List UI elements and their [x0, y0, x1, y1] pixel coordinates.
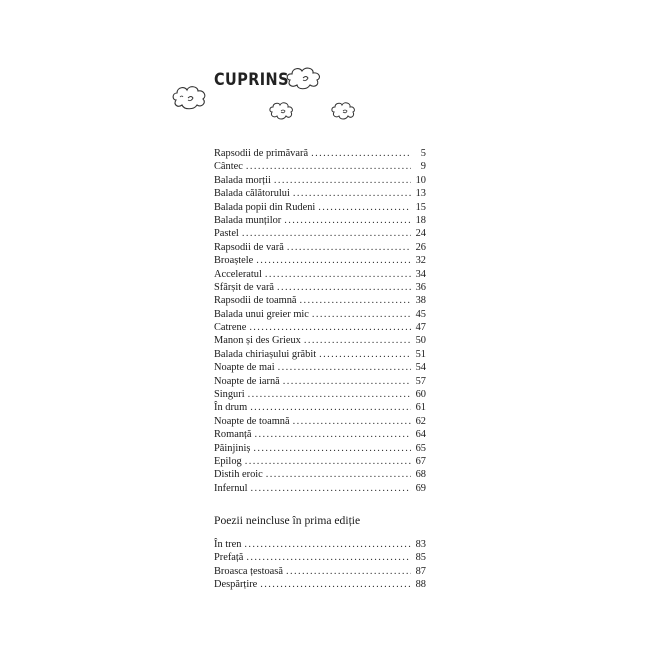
dot-leader: [312, 308, 411, 321]
toc-entry[interactable]: [214, 321, 426, 334]
toc-entry-page: 36: [415, 281, 426, 293]
toc-entry-title: Cântec: [214, 161, 243, 173]
toc-entry-title: Singuri: [214, 389, 245, 401]
section-heading: Poezii neincluse în prima ediție: [214, 514, 361, 527]
toc-entry-page: 34: [415, 268, 426, 280]
toc-entry[interactable]: [214, 401, 426, 414]
toc-entry-title: Pastel: [214, 228, 239, 240]
toc-entry-title: Balada unui greier mic: [214, 308, 309, 320]
toc-entry-page: 69: [415, 482, 426, 494]
dot-leader: [304, 334, 411, 347]
dot-leader: [293, 187, 411, 200]
toc-entry-page: 26: [415, 241, 426, 253]
toc-entry-page: 64: [415, 429, 426, 441]
dot-leader: [277, 281, 411, 294]
toc-entry[interactable]: [214, 428, 426, 441]
toc-entry[interactable]: [214, 361, 426, 374]
cloud-icon: [268, 100, 296, 122]
dot-leader: [311, 147, 411, 160]
toc-entry-title: Balada munților: [214, 214, 282, 226]
dot-leader: [300, 294, 411, 307]
toc-entry-page: 5: [420, 148, 426, 159]
toc-entry-title: Epilog: [214, 455, 242, 467]
dot-leader: [242, 227, 411, 240]
toc-entry-title: Broasca țestoasă: [214, 565, 283, 577]
dot-leader: [260, 578, 411, 591]
toc-entry-page: 45: [415, 308, 426, 320]
toc-entry-title: Păinjiniș: [214, 442, 251, 454]
toc-entry-title: Distih eroic: [214, 469, 263, 481]
toc-entry[interactable]: [214, 241, 426, 254]
toc-entry-page: 61: [415, 402, 426, 414]
toc-entry-page: 18: [415, 214, 426, 226]
toc-entry[interactable]: [214, 551, 426, 564]
toc-entry[interactable]: [214, 415, 426, 428]
toc-entry[interactable]: [214, 308, 426, 321]
page-title: CUPRINS: [214, 70, 289, 90]
toc-entry[interactable]: [214, 201, 426, 214]
toc-entry[interactable]: [214, 254, 426, 267]
toc-entry[interactable]: [214, 334, 426, 347]
cloud-icon: [330, 100, 358, 122]
toc-entry-title: Noapte de toamnă: [214, 415, 290, 427]
toc-entry-page: 38: [415, 295, 426, 307]
dot-leader: [245, 455, 411, 468]
toc-entry[interactable]: [214, 538, 426, 551]
cloud-icon: [170, 82, 210, 112]
toc-entry-title: Noapte de iarnă: [214, 375, 280, 387]
toc-entry-title: Catrene: [214, 322, 247, 334]
toc-entry[interactable]: [214, 468, 426, 481]
toc-entry-title: Rapsodii de vară: [214, 241, 284, 253]
toc-entry-title: Balada chiriașului grăbit: [214, 348, 317, 360]
dot-leader: [246, 551, 411, 564]
toc-entry-title: Infernul: [214, 482, 248, 494]
dot-leader: [266, 468, 411, 481]
cloud-icon: [284, 64, 324, 92]
toc-entry-page: 51: [415, 348, 426, 360]
toc-entry[interactable]: [214, 482, 426, 495]
dot-leader: [265, 268, 411, 281]
toc-entry-page: 65: [415, 442, 426, 454]
toc-entry-page: 87: [415, 565, 426, 577]
dot-leader: [278, 361, 411, 374]
toc-entry[interactable]: [214, 442, 426, 455]
toc-entry-title: Noapte de mai: [214, 362, 275, 374]
toc-entry-title: Balada morții: [214, 174, 271, 186]
toc-entry-title: Rapsodii de primăvară: [214, 148, 309, 159]
dot-leader: [249, 321, 411, 334]
toc-entry[interactable]: [214, 187, 426, 200]
toc-entry-page: 24: [415, 228, 426, 240]
toc-entry-page: 9: [420, 161, 426, 173]
toc-entry-page: 68: [415, 469, 426, 481]
toc-entry-page: 32: [415, 255, 426, 267]
toc-entry-title: Manon și des Grieux: [214, 335, 301, 347]
dot-leader: [248, 388, 411, 401]
dot-leader: [250, 482, 411, 495]
toc-entry-page: 67: [415, 455, 426, 467]
toc-entry-title: Prefață: [214, 552, 244, 564]
dot-leader: [250, 401, 411, 414]
toc-entry-page: 62: [415, 415, 426, 427]
dot-leader: [318, 201, 411, 214]
toc-entry-title: În tren: [214, 539, 242, 550]
dot-leader: [293, 415, 411, 428]
dot-leader: [244, 538, 411, 551]
dot-leader: [319, 348, 411, 361]
toc-entry-page: 50: [415, 335, 426, 347]
toc-entry[interactable]: [214, 214, 426, 227]
dot-leader: [286, 565, 411, 578]
dot-leader: [284, 214, 411, 227]
dot-leader: [255, 428, 411, 441]
toc-entry-page: 85: [415, 552, 426, 564]
toc-entry-title: Balada popii din Rudeni: [214, 201, 316, 213]
toc-entry-page: 54: [415, 362, 426, 374]
dot-leader: [274, 174, 411, 187]
toc-entry[interactable]: [214, 147, 426, 160]
toc-entry-page: 60: [415, 389, 426, 401]
dot-leader: [253, 442, 411, 455]
toc-entry[interactable]: [214, 268, 426, 281]
toc-entry[interactable]: [214, 174, 426, 187]
toc-entry[interactable]: [214, 375, 426, 388]
toc-entry-page: 10: [415, 174, 426, 186]
toc-entry[interactable]: [214, 160, 426, 173]
dot-leader: [256, 254, 411, 267]
toc-entry-title: Romanță: [214, 429, 252, 441]
toc-entry[interactable]: [214, 348, 426, 361]
table-of-contents: [214, 147, 426, 495]
toc-entry[interactable]: [214, 565, 426, 578]
toc-entry-page: 83: [415, 539, 426, 550]
toc-entry-title: Rapsodii de toamnă: [214, 295, 297, 307]
toc-entry-title: Balada călătorului: [214, 188, 290, 200]
toc-entry[interactable]: [214, 578, 426, 591]
dot-leader: [287, 241, 411, 254]
toc-entry[interactable]: [214, 294, 426, 307]
toc-entry[interactable]: [214, 281, 426, 294]
toc-entry[interactable]: [214, 388, 426, 401]
dot-leader: [283, 375, 411, 388]
toc-entry[interactable]: [214, 227, 426, 240]
toc-entry-title: Acceleratul: [214, 268, 262, 280]
toc-entry-page: 57: [415, 375, 426, 387]
table-of-contents-extra: [214, 538, 426, 592]
toc-entry[interactable]: [214, 455, 426, 468]
toc-entry-title: Broaștele: [214, 255, 254, 267]
toc-entry-title: Sfârșit de vară: [214, 281, 275, 293]
toc-entry-page: 88: [415, 579, 426, 591]
toc-entry-page: 13: [415, 188, 426, 200]
toc-entry-page: 15: [415, 201, 426, 213]
toc-entry-title: În drum: [214, 402, 248, 414]
dot-leader: [246, 160, 411, 173]
toc-entry-page: 47: [415, 322, 426, 334]
toc-entry-title: Despărțire: [214, 579, 258, 591]
